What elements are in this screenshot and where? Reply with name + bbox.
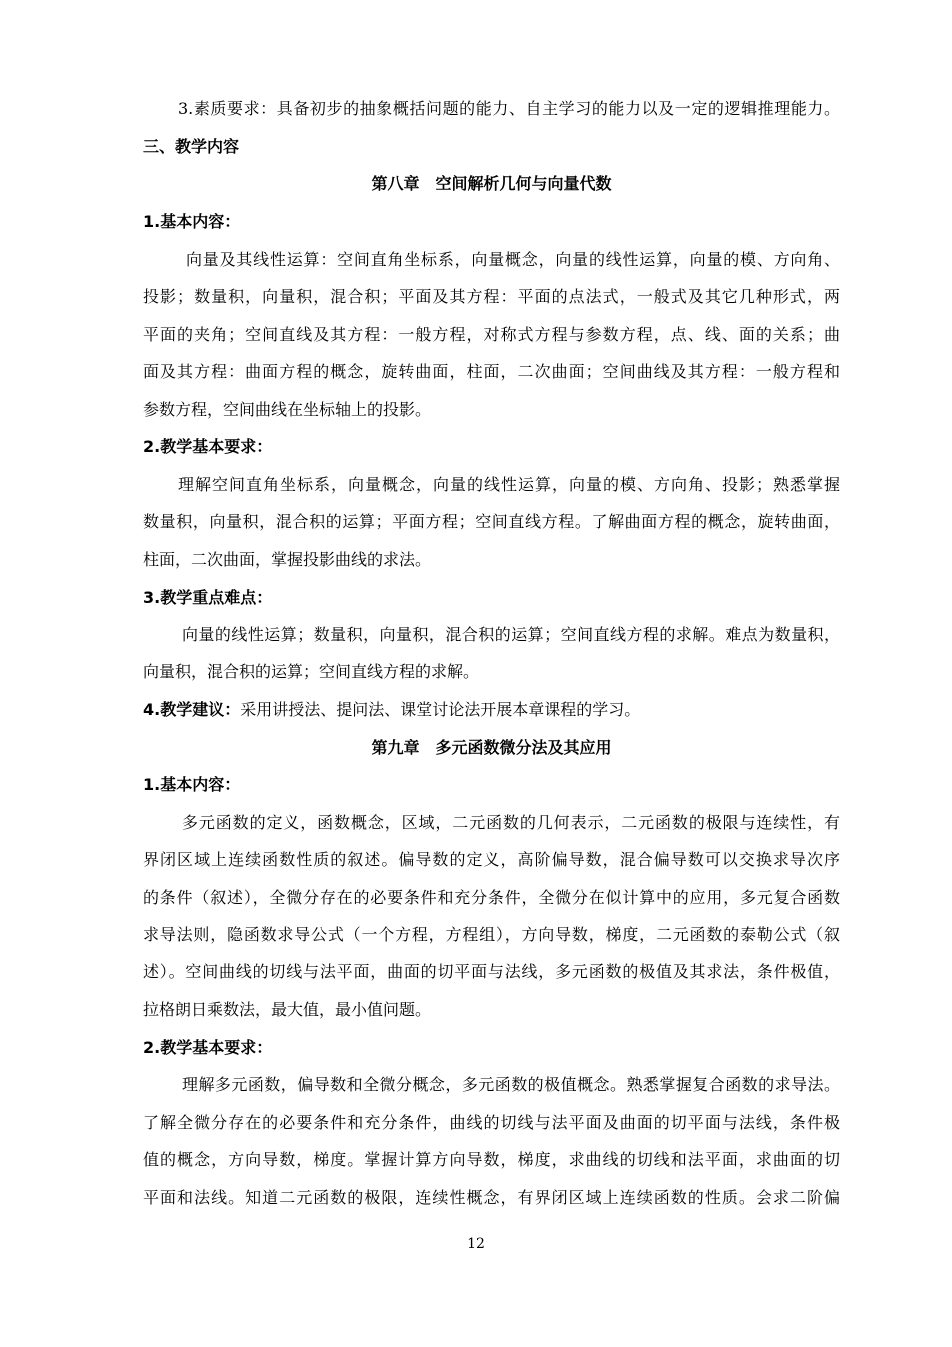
ch9-basic-line: 多元函数的定义，函数概念，区域，二元函数的几何表示，二元函数的极限与连续性，有 xyxy=(182,813,840,832)
ch9-basic-line: 述）。空间曲线的切线与法平面，曲面的切平面与法线，多元函数的极值及其求法，条件极值， xyxy=(143,962,840,981)
ch9-basic-content-label: 1.基本内容： xyxy=(143,775,241,794)
ch9-req-line: 平面和法线。知道二元函数的极限，连续性概念，有界闭区域上连续函数的性质。会求二阶偏 xyxy=(143,1188,840,1207)
ch8-basic-line: 参数方程，空间曲线在坐标轴上的投影。 xyxy=(143,400,432,419)
ch9-basic-line: 界闭区域上连续函数性质的叙述。偏导数的定义，高阶偏导数，混合偏导数可以交换求导次序 xyxy=(143,850,840,869)
ch8-advice-label: 4.教学建议： xyxy=(143,700,241,719)
ch8-advice xyxy=(143,700,640,720)
ch9-req-line: 了解全微分存在的必要条件和充分条件，曲线的切线与法平面及曲面的切平面与法线，条件极 xyxy=(143,1113,840,1132)
ch9-basic-line: 求导法则，隐函数求导公式（一个方程，方程组），方向导数，梯度，二元函数的泰勒公式（叙 xyxy=(143,925,840,944)
ch8-basic-line: 投影；数量积，向量积，混合积；平面及其方程：平面的点法式，一般式及其它几种形式，两 xyxy=(143,287,840,306)
ch9-requirements-label: 2.教学基本要求： xyxy=(143,1038,273,1057)
chapter-9-title: 第九章 多元函数微分法及其应用 xyxy=(371,738,612,757)
ch8-basic-line: 向量及其线性运算：空间直角坐标系，向量概念，向量的线性运算，向量的模、方向角、 xyxy=(186,250,840,269)
ch8-basic-line: 面及其方程：曲面方程的概念，旋转曲面，柱面，二次曲面；空间曲线及其方程：一般方程和 xyxy=(143,362,840,381)
ch8-req-line: 柱面，二次曲面，掌握投影曲线的求法。 xyxy=(143,550,432,569)
ch8-key-line: 向量积，混合积的运算；空间直线方程的求解。 xyxy=(143,662,480,681)
ch9-basic-line: 的条件（叙述），全微分存在的必要条件和充分条件，全微分在似计算中的应用，多元复合函数 xyxy=(143,888,840,907)
ch8-req-line: 数量积，向量积，混合积的运算；平面方程；空间直线方程。了解曲面方程的概念，旋转曲面， xyxy=(143,512,840,531)
chapter-8-title: 第八章 空间解析几何与向量代数 xyxy=(371,174,612,193)
ch8-req-line: 理解空间直角坐标系，向量概念，向量的线性运算，向量的模、方向角、投影；熟悉掌握 xyxy=(178,475,840,494)
ch9-req-line: 值的概念，方向导数，梯度。掌握计算方向导数，梯度，求曲线的切线和法平面，求曲面的切 xyxy=(143,1150,840,1169)
ch8-key-points-label: 3.教学重点难点： xyxy=(143,588,273,607)
ch8-advice-text: 采用讲授法、提问法、课堂讨论法开展本章课程的学习。 xyxy=(240,700,641,719)
ch8-basic-content-label: 1.基本内容： xyxy=(143,212,241,231)
ch8-basic-line: 平面的夹角；空间直线及其方程：一般方程，对称式方程与参数方程，点、线、面的关系；曲 xyxy=(143,325,840,344)
ch9-basic-line: 拉格朗日乘数法，最大值，最小值问题。 xyxy=(143,1000,432,1019)
section-title-teaching-content: 三、教学内容 xyxy=(143,137,240,156)
ch8-key-line: 向量的线性运算；数量积，向量积，混合积的运算；空间直线方程的求解。难点为数量积， xyxy=(182,625,840,644)
ch9-req-line: 理解多元函数，偏导数和全微分概念，多元函数的极值概念。熟悉掌握复合函数的求导法。 xyxy=(182,1075,840,1094)
quality-requirement: 3.素质要求：具备初步的抽象概括问题的能力、自主学习的能力以及一定的逻辑推理能力。 xyxy=(178,99,840,118)
ch8-requirements-label: 2.教学基本要求： xyxy=(143,437,273,456)
page-number: 12 xyxy=(467,1236,485,1252)
